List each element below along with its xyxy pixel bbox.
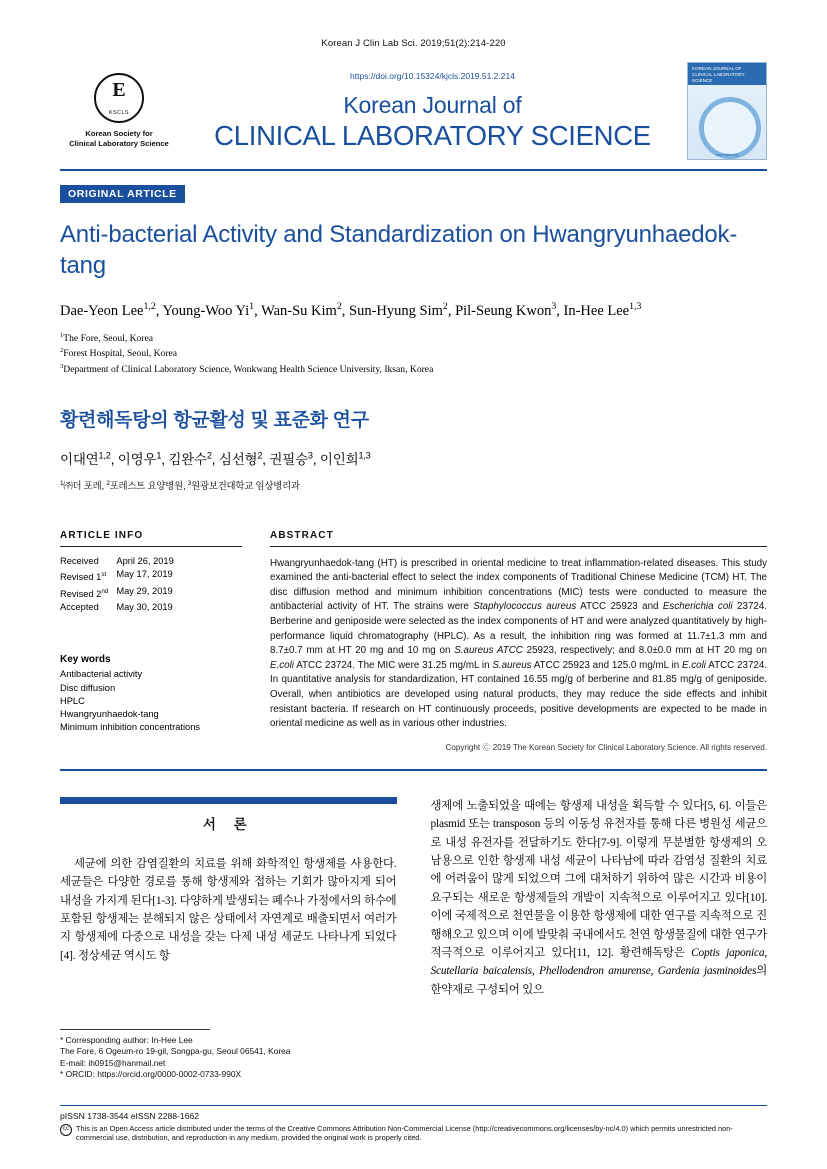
body-paragraph: 세균에 의한 감염질환의 치료를 위해 화학적인 항생제를 사용한다. 세균들은 다양한 경로를 통해 항생제와 접하는 기회가 많아지게 되어 내성을 가지게 된다[1-3]. 다양하게 발생되는 폐수나 가정에서의 하수에 포함된 항생제는 분해되지 않은 상태에서 자연계로 배출되면서 여러가지 항생제에 다중으로 내성을 갖는 다제 내성 세균도 나타나게 되었다[4]. 정상세균 역시도 항 (60, 857, 397, 962)
history-label: Received (60, 555, 99, 566)
abstract-divider (270, 546, 767, 547)
journal-title-block (178, 71, 687, 152)
history-value: May 30, 2019 (116, 602, 173, 613)
table-row (60, 601, 182, 614)
footnote-orcid[interactable]: * ORCID: https://orcid.org/0000-0002-0733-990X (60, 1069, 242, 1080)
journal-cover-thumbnail (687, 62, 767, 160)
affiliations-korean: $^1$㈜더 포레, $^2$포레스트 요양병원, $^3$원광보건대학교 임상병리과 (60, 479, 300, 491)
creative-commons-icon: cc (60, 1124, 72, 1136)
list-item: Antibacterial activity (60, 669, 143, 680)
section-heading-text: 서 론 (202, 816, 254, 832)
keywords-list (60, 668, 242, 734)
footnote-email[interactable]: E-mail: ih0915@hanmail.net (60, 1057, 166, 1068)
article-info-divider (60, 546, 242, 547)
doi-link[interactable]: https://doi.org/10.15324/kjcls.2019.51.2.214 (350, 70, 515, 81)
footnote-corresponding: * Corresponding author: In-Hee Lee (60, 1034, 193, 1045)
society-name (60, 129, 178, 149)
body-column-right (431, 797, 768, 999)
list-item: Hwangryunhaedok-tang (60, 709, 159, 720)
abstract-column (260, 530, 767, 753)
body-paragraph: 생제에 노출되었을 때에는 항생제 내성을 획득할 수 있다[5, 6]. 이들은 plasmid 또는 transposon 등의 이동성 유전자를 통해 다른 병원성 세균으로 내성 유전자를 전달하기도 한다[7-9]. 이렇게 무분별한 항생제의 오남용으로 인한 항생제 내성 세균이 나타남에 따라 감염성 질환의 치료에 어려움이 많게 되었으며 그에 대처하기 위하여 많은 시간과 비용이 요구되는 새로운 항생제들의 개발이 지속적으로 이루어지고 있다[10]. 이에 국제적으로 천연물을 이용한 항생제에 대한 연구를 지속적으로 진행해오고 있으며 이에 발맞춰 국내에서도 천연 항생물질에 대한 연구가 적극적으로 이루어지고 있다[11, 12]. 황련해독탕은 Coptis japonica, Scutellaria baicalensis, Phellodendron amurense, Gardenia jasminoides의 한약재로 구성되어 있으 (430, 799, 767, 996)
affiliation-line: $^1$The Fore, Seoul, Korea (60, 331, 154, 345)
table-row (60, 585, 182, 602)
journal-title-line1: Korean Journal of (343, 91, 522, 118)
article-history-table (60, 555, 182, 615)
cover-thumbnail-graphic (699, 97, 761, 159)
issn-line: pISSN 1738-3544 eISSN 2288-1662 (60, 1110, 200, 1121)
history-value: May 29, 2019 (116, 585, 173, 596)
society-name-line2: Clinical Laboratory Science (69, 139, 169, 148)
body-columns (60, 797, 767, 999)
table-row (60, 555, 182, 568)
list-item: Minimum inhibition concentrations (60, 722, 201, 733)
authors-korean: 이대연$^{1,2}$, 이영우$^1$, 김완수$^2$, 심선형$^2$, 권필승$^3$, 이인희$^{1,3}$ (60, 450, 371, 467)
article-title-english: Anti-bacterial Activity and Standardization on Hwangryunhaedok-tang (60, 221, 738, 279)
info-abstract-row (60, 530, 767, 753)
masthead-divider (60, 169, 767, 171)
affiliations-english (60, 330, 767, 377)
footnote-address: The Fore, 6 Ogeum-ro 19-gil, Songpa-gu, Seoul 06541, Korea (60, 1046, 291, 1057)
section-heading-introduction (60, 797, 397, 833)
cover-thumbnail-title: KOREAN JOURNAL OF CLINICAL LABORATORY SCIENCE (688, 63, 766, 85)
list-item: Disc diffusion (60, 682, 116, 693)
article-info-heading: ARTICLE INFO (60, 529, 144, 541)
corresponding-author-footnote (60, 1029, 398, 1081)
footnote-divider (60, 1029, 210, 1030)
history-value: April 26, 2019 (116, 555, 174, 566)
license-text: This is an Open Access article distributed under the terms of the Creative Commons Attribution Non-Commercial License (http://creativecommons.org/licenses/by-nc/4.0) which permits unrestricted non-commercial use, distribution, and reproduction in any medium, provided the original work is properly cited. (76, 1123, 733, 1143)
journal-title-line2: CLINICAL LABORATORY SCIENCE (214, 119, 651, 151)
body-column-left (60, 797, 397, 999)
history-value: May 17, 2019 (116, 569, 173, 580)
article-info-column (60, 530, 260, 753)
article-title-korean: 황련해독탕의 항균활성 및 표준화 연구 (60, 409, 369, 431)
masthead (60, 63, 767, 159)
society-logo (60, 73, 178, 149)
abstract-heading: ABSTRACT (270, 529, 334, 541)
cover-thumbnail-footer: www.kjcls.org (715, 153, 739, 157)
society-name-line1: Korean Society for (85, 129, 153, 138)
society-emblem-icon (94, 73, 144, 123)
section-heading-bar (60, 797, 397, 804)
society-emblem-letter: E (112, 79, 126, 101)
footer-divider (60, 1105, 767, 1106)
abstract-bottom-divider (60, 769, 767, 771)
history-label: Revised 1st (60, 571, 107, 583)
authors-english: Dae-Yeon Lee$^{1,2}$, Young-Woo Yi$^1$, Wan-Su Kim$^2$, Sun-Hyung Sim$^2$, Pil-Seung Kwon$^3$, In-Hee Lee$^{1,3}$ (60, 301, 642, 319)
affiliation-line: $^3$Department of Clinical Laboratory Science, Wonkwang Health Science University, Iksan, Korea (60, 363, 434, 376)
license-line (60, 1124, 767, 1143)
history-label: Accepted (60, 602, 99, 613)
list-item: HPLC (60, 695, 85, 706)
history-label: Revised 2nd (60, 587, 109, 599)
running-head: Korean J Clin Lab Sci. 2019;51(2):214-220 (321, 38, 506, 49)
footnote-text (60, 1035, 398, 1081)
article-type-badge: ORIGINAL ARTICLE (60, 185, 185, 203)
society-emblem-sub: KSCLS (108, 110, 130, 116)
table-row (60, 568, 182, 585)
abstract-text: Hwangryunhaedok-tang (HT) is prescribed in oriental medicine to treat inflammation-related diseases. This study examined the anti-bacterial effect to select the index components of Traditional Chinese Medicine (TCM) HT. The disc diffusion method and minimum inhibition concentrations (MIC) tests were conducted to measure the antibacterial activity of HT. The strains were Staphylococcus aureus ATCC 25923 and Escherichia coli 23724. Berberine and geniposide were selected as the index components of HT and were analyzed quantitatively by high-performance liquid chromatography (HPLC). As a result, the inhibition ring was formed at 11.7±1.3 mm and 8.7±0.7 mm at HT 20 mg and 10 mg on S.aureus ATCC 25923, respectively; and 8.0±0.0 mm at HT 20 mg on E.coli ATCC 23724. The MIC were 31.25 mg/mL in S.aureus ATCC 25923 and 125.0 mg/mL in E.coli ATCC 23724. In quantitative analysis for standardization, HT contained 16.55 mg/g of berberine and 81.85 mg/g of geniposide. Overall, when antibiotics are developed using natural products, they may reduce the side effects and inhibit resistant bacteria. If research on HT continuously proceeds, positive developments are expected to be made in oriental medicine as well as in various other industries. (270, 557, 768, 730)
page-footer (60, 1105, 767, 1143)
copyright-notice: Copyright Ⓒ 2019 The Korean Society for Clinical Laboratory Science. All rights reserved. (445, 742, 767, 752)
affiliation-line: $^2$Forest Hospital, Seoul, Korea (60, 347, 178, 360)
keywords-heading: Key words (60, 654, 111, 666)
